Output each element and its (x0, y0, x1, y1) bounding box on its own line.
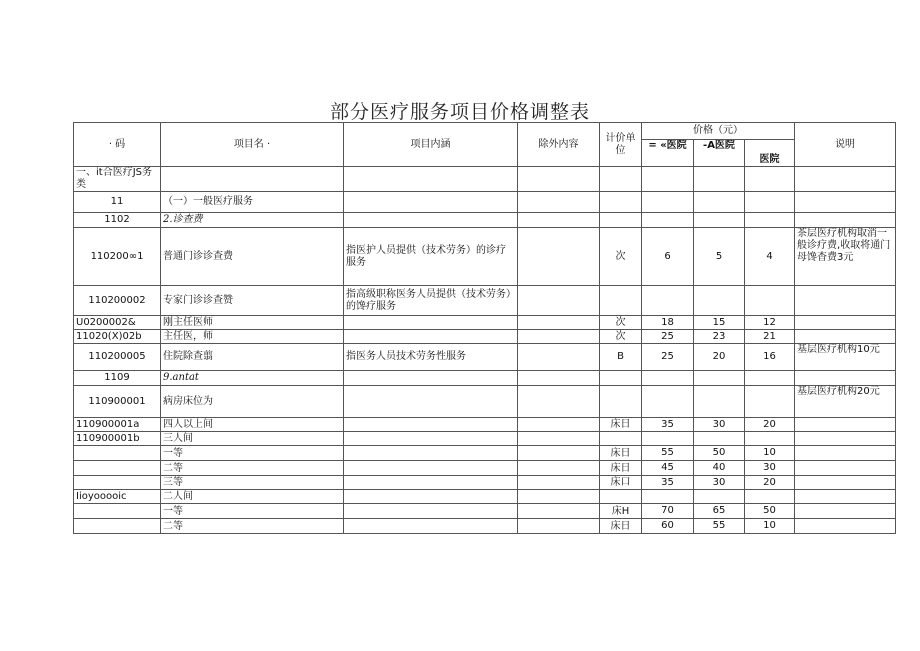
price-level3-cell: 20 (745, 418, 795, 432)
exclusion-cell (518, 432, 600, 446)
content-cell (344, 490, 518, 504)
exclusion-cell (518, 228, 600, 286)
header-unit: 计价单位 (600, 123, 642, 167)
table-row (74, 418, 896, 432)
content-cell (344, 167, 518, 192)
unit-cell: 床日 (600, 461, 642, 476)
content-cell (344, 504, 518, 519)
content-cell: 指医务人员技术劳务性服务 (344, 344, 518, 371)
note-cell (795, 432, 896, 446)
name-cell: 2.诊查费 (161, 213, 344, 228)
code-cell: 11020(X)02b (74, 330, 161, 344)
price-level1-cell: 45 (642, 461, 694, 476)
price-level2-cell (694, 371, 745, 386)
price-level3-cell: 10 (745, 446, 795, 461)
price-level2-cell (694, 432, 745, 446)
note-cell: 茶层医疗机构取消一般诊疗费,收取将通门母馋杳费3元 (795, 228, 896, 286)
code-cell (74, 504, 161, 519)
price-level2-cell: 20 (694, 344, 745, 371)
code-cell (74, 461, 161, 476)
page-title: 部分医疗服务项目价格调整表 (329, 101, 590, 123)
content-cell (344, 192, 518, 213)
content-cell (344, 461, 518, 476)
unit-cell (600, 371, 642, 386)
unit-cell: 次 (600, 330, 642, 344)
content-cell (344, 316, 518, 330)
name-cell: 主任医，师 (161, 330, 344, 344)
note-cell: 基层医疗机构10元 (795, 344, 896, 371)
unit-cell: 床日 (600, 418, 642, 432)
table-row (74, 213, 896, 228)
name-cell: 刚主任医师 (161, 316, 344, 330)
exclusion-cell (518, 192, 600, 213)
table-row (74, 167, 896, 192)
price-level3-cell (745, 213, 795, 228)
table-row (74, 386, 896, 418)
table-row (74, 490, 896, 504)
price-level1-cell (642, 432, 694, 446)
price-level1-cell: 55 (642, 446, 694, 461)
name-cell: 三等 (161, 476, 344, 490)
price-level3-cell: 30 (745, 461, 795, 476)
unit-cell: 次 (600, 228, 642, 286)
table-row (74, 228, 896, 286)
note-cell (795, 418, 896, 432)
name-cell: 一等 (161, 504, 344, 519)
unit-cell (600, 213, 642, 228)
price-level1-cell: 25 (642, 344, 694, 371)
price-level1-cell (642, 490, 694, 504)
table-row (74, 476, 896, 490)
price-level2-cell (694, 286, 745, 316)
note-cell (795, 490, 896, 504)
header-exclusion: 除外内容 (518, 123, 600, 167)
table-row (74, 432, 896, 446)
note-cell (795, 519, 896, 534)
exclusion-cell (518, 461, 600, 476)
code-cell (74, 519, 161, 534)
exclusion-cell (518, 330, 600, 344)
price-level2-cell: 30 (694, 418, 745, 432)
price-level3-cell (745, 192, 795, 213)
content-cell (344, 446, 518, 461)
table-row (74, 446, 896, 461)
content-cell: 指医护人员提供（技术劳务）的诊疗服务 (344, 228, 518, 286)
price-level2-cell: 65 (694, 504, 745, 519)
unit-cell: 次 (600, 316, 642, 330)
name-cell (161, 167, 344, 192)
exclusion-cell (518, 418, 600, 432)
note-cell (795, 446, 896, 461)
content-cell (344, 330, 518, 344)
unit-cell: 床口 (600, 476, 642, 490)
table-row (74, 519, 896, 534)
unit-cell: 床日 (600, 446, 642, 461)
code-cell: U0200002& (74, 316, 161, 330)
code-cell: 1102 (74, 213, 161, 228)
price-level1-cell (642, 167, 694, 192)
price-level3-cell: 4 (745, 228, 795, 286)
note-cell (795, 167, 896, 192)
code-cell: 110900001b (74, 432, 161, 446)
note-cell (795, 461, 896, 476)
price-level2-cell: 50 (694, 446, 745, 461)
name-cell: 病房床位为 (161, 386, 344, 418)
table-row (74, 344, 896, 371)
price-level3-cell: 21 (745, 330, 795, 344)
exclusion-cell (518, 344, 600, 371)
note-cell (795, 504, 896, 519)
table-row (74, 330, 896, 344)
table-row (74, 286, 896, 316)
table-row (74, 316, 896, 330)
name-cell: 专家门诊诊查赞 (161, 286, 344, 316)
price-level2-cell: 15 (694, 316, 745, 330)
price-level3-cell: 50 (745, 504, 795, 519)
header-price-level1: = «医院 (642, 140, 694, 167)
exclusion-cell (518, 371, 600, 386)
content-cell (344, 476, 518, 490)
price-level3-cell (745, 386, 795, 418)
price-level3-cell (745, 490, 795, 504)
price-level3-cell (745, 371, 795, 386)
name-cell: 二等 (161, 461, 344, 476)
note-cell (795, 213, 896, 228)
exclusion-cell (518, 286, 600, 316)
name-cell: 二等 (161, 519, 344, 534)
note-cell (795, 330, 896, 344)
price-level3-cell (745, 286, 795, 316)
price-level3-cell: 12 (745, 316, 795, 330)
price-level2-cell (694, 386, 745, 418)
unit-cell (600, 386, 642, 418)
price-level1-cell: 35 (642, 418, 694, 432)
code-cell: 110200∞1 (74, 228, 161, 286)
price-level1-cell (642, 286, 694, 316)
name-cell: 一等 (161, 446, 344, 461)
code-cell (74, 446, 161, 461)
price-table (73, 122, 896, 534)
price-level1-cell: 6 (642, 228, 694, 286)
content-cell: 指高级职称医务人员提供（技术劳务）的馋疗服务 (344, 286, 518, 316)
price-level1-cell: 25 (642, 330, 694, 344)
price-level1-cell: 70 (642, 504, 694, 519)
code-cell: Iioyooooic (74, 490, 161, 504)
content-cell (344, 213, 518, 228)
exclusion-cell (518, 213, 600, 228)
content-cell (344, 432, 518, 446)
code-cell: 11 (74, 192, 161, 213)
exclusion-cell (518, 490, 600, 504)
header-name: 项目名 · (161, 123, 344, 167)
content-cell (344, 371, 518, 386)
header-content: 项目内涵 (344, 123, 518, 167)
exclusion-cell (518, 167, 600, 192)
exclusion-cell (518, 504, 600, 519)
exclusion-cell (518, 316, 600, 330)
price-level1-cell: 60 (642, 519, 694, 534)
code-cell: 110900001a (74, 418, 161, 432)
unit-cell (600, 286, 642, 316)
price-level2-cell: 55 (694, 519, 745, 534)
header-price-level3: 医院 (745, 140, 795, 167)
unit-cell: 床H (600, 504, 642, 519)
exclusion-cell (518, 386, 600, 418)
note-cell (795, 371, 896, 386)
name-cell: 四人以上间 (161, 418, 344, 432)
content-cell (344, 386, 518, 418)
price-level1-cell (642, 192, 694, 213)
price-level3-cell: 10 (745, 519, 795, 534)
header-note: 说明 (795, 123, 896, 167)
note-cell (795, 316, 896, 330)
note-cell (795, 286, 896, 316)
price-level3-cell: 16 (745, 344, 795, 371)
note-cell (795, 476, 896, 490)
note-cell (795, 192, 896, 213)
code-cell: 1109 (74, 371, 161, 386)
unit-cell: 床日 (600, 519, 642, 534)
price-level1-cell (642, 213, 694, 228)
price-level3-cell (745, 432, 795, 446)
name-cell: （一）一般医疗服务 (161, 192, 344, 213)
price-level2-cell: 5 (694, 228, 745, 286)
code-cell: 一、it合医疗JS务类 (74, 167, 161, 192)
price-level2-cell (694, 192, 745, 213)
price-level1-cell (642, 386, 694, 418)
note-cell: 基层医疗机构20元 (795, 386, 896, 418)
unit-cell (600, 192, 642, 213)
price-level1-cell: 18 (642, 316, 694, 330)
content-cell (344, 418, 518, 432)
unit-cell: B (600, 344, 642, 371)
name-cell: 三人间 (161, 432, 344, 446)
content-cell (344, 519, 518, 534)
unit-cell (600, 167, 642, 192)
code-cell (74, 476, 161, 490)
header-code: · 码 (74, 123, 161, 167)
name-cell: 住院除查翦 (161, 344, 344, 371)
header-price: 价格（元） (642, 123, 795, 140)
name-cell: 9.antat (161, 371, 344, 386)
unit-cell (600, 490, 642, 504)
table-row (74, 371, 896, 386)
exclusion-cell (518, 519, 600, 534)
code-cell: 110900001 (74, 386, 161, 418)
code-cell: 110200002 (74, 286, 161, 316)
price-level2-cell (694, 167, 745, 192)
price-level2-cell: 23 (694, 330, 745, 344)
header-price-level2: -A医院 (694, 140, 745, 167)
price-level2-cell: 40 (694, 461, 745, 476)
price-level1-cell (642, 371, 694, 386)
price-level2-cell: 30 (694, 476, 745, 490)
price-level1-cell: 35 (642, 476, 694, 490)
table-row (74, 461, 896, 476)
unit-cell (600, 432, 642, 446)
price-level3-cell (745, 167, 795, 192)
table-row (74, 192, 896, 213)
price-level3-cell: 20 (745, 476, 795, 490)
code-cell: 110200005 (74, 344, 161, 371)
name-cell: 二人间 (161, 490, 344, 504)
table-row (74, 504, 896, 519)
price-level2-cell (694, 213, 745, 228)
price-level2-cell (694, 490, 745, 504)
exclusion-cell (518, 476, 600, 490)
exclusion-cell (518, 446, 600, 461)
name-cell: 普通门诊诊查费 (161, 228, 344, 286)
